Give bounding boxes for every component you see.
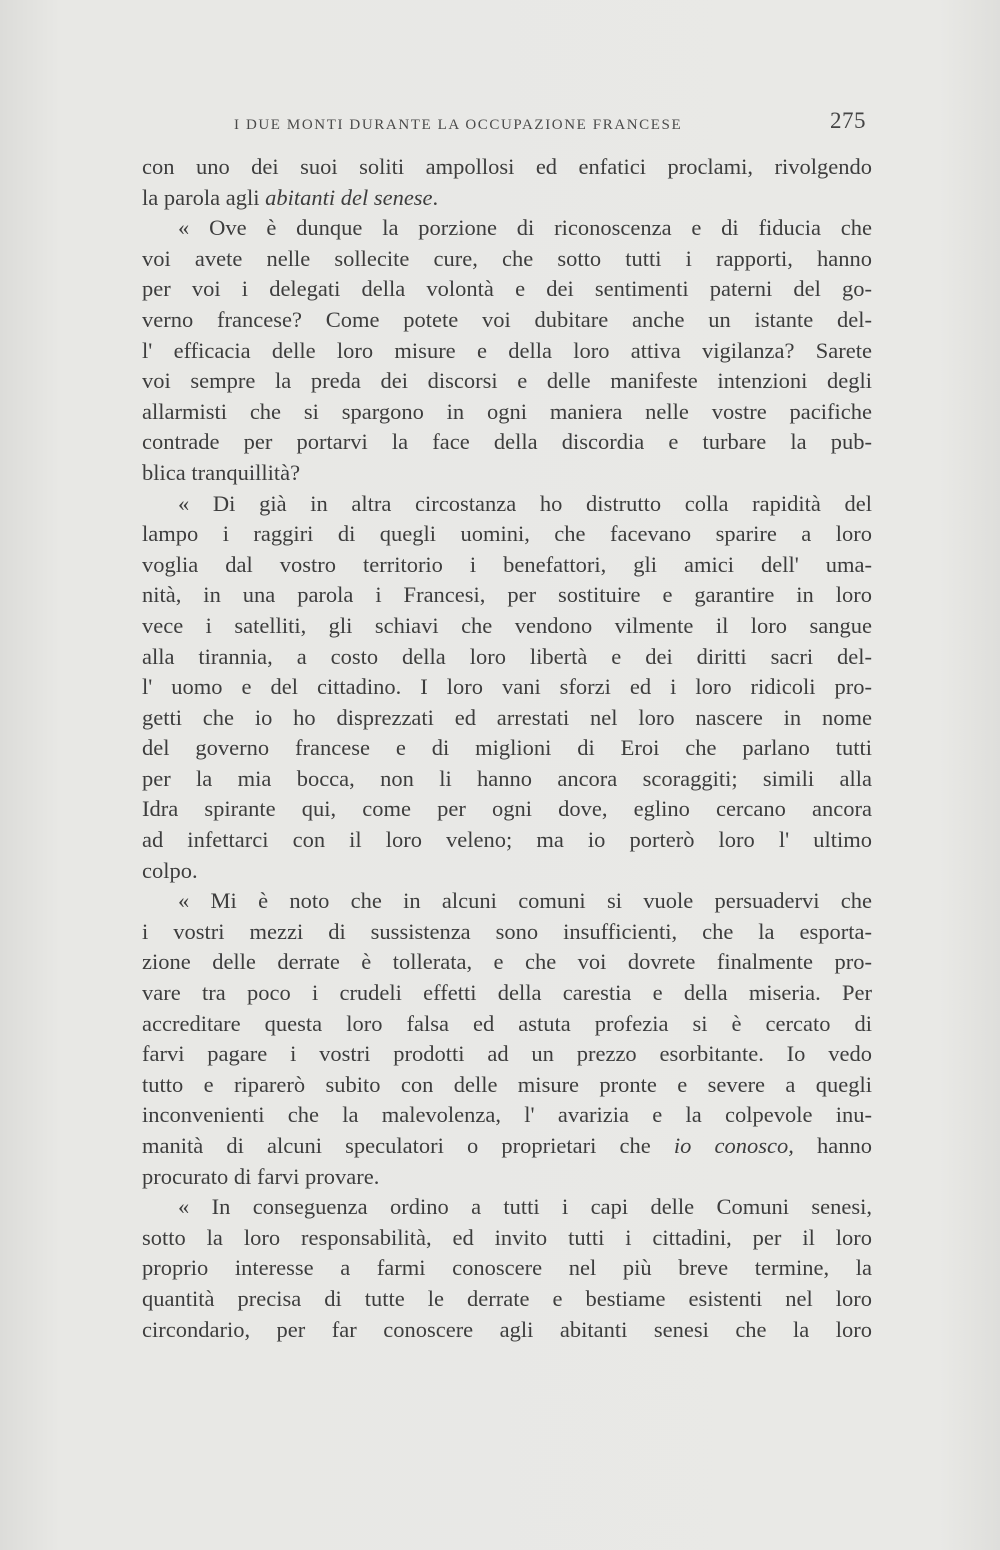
- italic-phrase: io conosco,: [673, 1133, 794, 1158]
- text-line: blica tranquillità?: [142, 459, 301, 485]
- text-line: proprio interesse a farmi conoscere nel più breve termine, la: [142, 1255, 872, 1281]
- paragraph-start-line: « Mi è noto che in alcuni comuni si vuole persuadervi che: [178, 888, 872, 914]
- text-line: ad infettarci con il loro veleno; ma io porterò loro l' ultimo: [142, 827, 872, 853]
- text-line: sotto la loro responsabilità, ed invito tutti i cittadini, per il loro: [142, 1224, 872, 1250]
- text-line: getti che io ho disprezzati ed arrestati nel loro nascere in nome: [142, 704, 872, 730]
- text-line: nità, in una parola i Francesi, per sostituire e garantire in loro: [142, 582, 872, 608]
- text-line: alla tirannia, a costo della loro libertà e dei diritti sacri del-: [142, 643, 872, 669]
- text-line: i vostri mezzi di sussistenza sono insufficienti, che la esporta-: [142, 918, 872, 944]
- text-line: voglia dal vostro territorio i benefattori, gli amici dell' uma-: [142, 551, 872, 577]
- text-line: l' efficacia delle loro misure e della loro attiva vigilanza? Sarete: [142, 337, 872, 363]
- running-title: I DUE MONTI DURANTE LA OCCUPAZIONE FRANCESE: [234, 117, 683, 133]
- text-line: zione delle derrate è tollerata, e che voi dovrete finalmente pro-: [142, 949, 872, 975]
- text-line: procurato di farvi provare.: [142, 1163, 380, 1189]
- text-line: circondario, per far conoscere agli abitanti senesi che la loro: [142, 1316, 872, 1342]
- text-line: contrade per portarvi la face della discordia e turbare la pub-: [142, 429, 872, 455]
- text-line: voi avete nelle sollecite cure, che sotto tutti i rapporti, hanno: [142, 245, 872, 271]
- text-line: manità di alcuni speculatori o proprietari che io conosco, hanno: [142, 1133, 872, 1158]
- text-line: per la mia bocca, non li hanno ancora scoraggiti; simili alla: [142, 765, 872, 791]
- text-line: con uno dei suoi soliti ampollosi ed enfatici proclami, rivolgendo: [142, 154, 872, 179]
- body-text: [142, 152, 872, 1345]
- text-line: l' uomo e del cittadino. I loro vani sforzi ed i loro ridicoli pro-: [142, 674, 872, 700]
- running-header: [140, 103, 870, 143]
- paragraph-start-line: « In conseguenza ordino a tutti i capi delle Comuni senesi,: [178, 1194, 872, 1220]
- text-line: farvi pagare i vostri prodotti ad un prezzo esorbitante. Io vedo: [142, 1041, 872, 1067]
- text-line: Idra spirante qui, come per ogni dove, eglino cercano ancora: [142, 796, 872, 822]
- page-number: 275: [830, 108, 866, 133]
- italic-phrase: abitanti del senese: [265, 184, 433, 210]
- text-line: la parola agli abitanti del senese.: [142, 184, 439, 210]
- text-line: vare tra poco i crudeli effetti della carestia e della miseria. Per: [142, 980, 872, 1006]
- paragraph-start-line: « Di già in altra circostanza ho distrutto colla rapidità del: [178, 490, 872, 516]
- text-line: per voi i delegati della volontà e dei sentimenti paterni del go-: [142, 276, 872, 302]
- text-line: del governo francese e di miglioni di Eroi che parlano tutti: [142, 735, 872, 761]
- text-line: voi sempre la preda dei discorsi e delle manifeste intenzioni degli: [142, 368, 872, 394]
- text-line: quantità precisa di tutte le derrate e bestiame esistenti nel loro: [142, 1285, 872, 1311]
- text-line: inconvenienti che la malevolenza, l' avarizia e la colpevole inu-: [142, 1102, 872, 1128]
- text-line: verno francese? Come potete voi dubitare anche un istante del-: [142, 306, 872, 332]
- text-line: allarmisti che si spargono in ogni maniera nelle vostre pacifiche: [142, 398, 872, 424]
- paragraph-start-line: « Ove è dunque la porzione di riconoscenza e di fiducia che: [178, 215, 872, 241]
- text-line: accreditare questa loro falsa ed astuta profezia si è cercato di: [142, 1010, 872, 1036]
- text-line: lampo i raggiri di quegli uomini, che facevano sparire a loro: [142, 521, 872, 547]
- text-line: vece i satelliti, gli schiavi che vendono vilmente il loro sangue: [142, 612, 872, 638]
- text-line: tutto e riparerò subito con delle misure pronte e severe a quegli: [142, 1071, 872, 1097]
- text-line: colpo.: [142, 857, 198, 883]
